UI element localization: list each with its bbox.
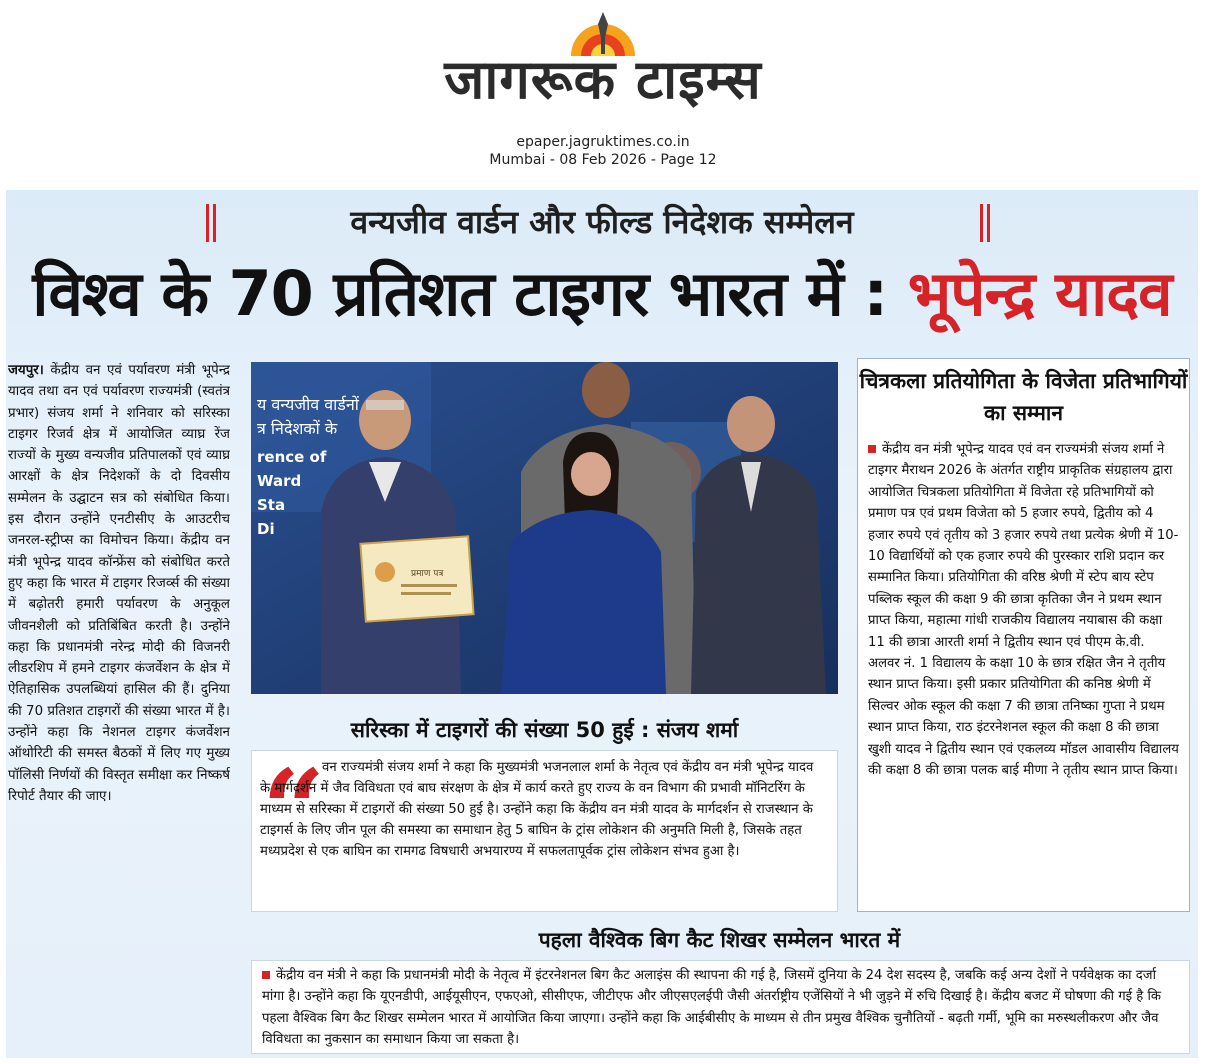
banner-line-2: त्र निदेशकों के	[257, 419, 338, 438]
bullet-square-icon	[868, 445, 876, 453]
quote-text	[260, 757, 826, 862]
certificate-caption: प्रमाण पत्र	[411, 569, 444, 579]
quote-body: वन राज्यमंत्री संजय शर्मा ने कहा कि मुख्यमंत्री भजनलाल शर्मा के नेतृत्व एवं केंद्रीय वन मंत्री भूपेन्द्र यादव के मार्गदर्शन में जैव विविधता एवं बाघ संरक्षण के क्षेत्र में कार्य करते हुए राज्य के वन विभाग की प्रभावी मॉनिटरिंग के माध्यम से सरिस्का में टाइगरों की संख्या 50 हुई है। उन्होंने कहा कि केंद्रीय वन मंत्री यादव के मार्गदर्शन से राजस्थान के टाइगर्स के लिए जीन पूल की समस्या का समाधान हेतु 5 बाघिन के ट्रांस लोकेशन की अनुमति मिली है, जिसके तहत मध्यप्रदेश से एक बाघिन का रामगढ विषधारी अभयारण्य में सफलतापूर्वक ट्रांस लोकेशन संभव हुआ है।	[260, 760, 814, 859]
bullet-square-icon	[262, 971, 270, 979]
bottom-text	[262, 965, 1178, 1050]
banner-line-5: Sta	[257, 496, 286, 514]
logo-text: जागरूक टाइम्स	[444, 48, 762, 111]
quote-mark-icon: “	[262, 745, 326, 874]
newspaper-logo	[403, 8, 803, 120]
dateline: जयपुर।	[8, 363, 44, 378]
sidebar-body	[868, 439, 1180, 782]
subhead: सरिस्का में टाइगरों की संख्या 50 हुई : संजय शर्मा	[350, 718, 739, 742]
left-column-body	[8, 360, 230, 1052]
news-page	[6, 190, 1198, 1058]
banner-line-4: Ward	[257, 472, 302, 490]
headline-accent: भूपेन्द्र यादव	[907, 257, 1172, 330]
banner-line-3: rence of	[257, 448, 327, 466]
quote-box	[251, 745, 838, 912]
sidebar-body-text: केंद्रीय वन मंत्री भूपेन्द्र यादव एवं वन राज्यमंत्री संजय शर्मा ने टाइगर मैराथन 2026 के अंतर्गत राष्ट्रीय प्राकृतिक संग्रहालय द्वारा आयोजित चित्रकला प्रतियोगिता में विजेता रहे प्रतिभागियों को प्रमाण पत्र एवं प्रथम विजेता को 5 हजार रुपये, द्वितीय को 4 हजार रुपये एवं तृतीय को 3 हजार रुपये तथा प्रत्येक श्रेणी में 10-10 विद्यार्थियों को एक हजार रुपये की पुरस्कार राशि प्रदान कर सम्मानित किया। प्रतियोगिता की वरिष्ठ श्रेणी में स्टेप बाय स्टेप पब्लिक स्कूल की कक्षा 9 की छात्रा कृतिका जैन ने प्रथम स्थान प्राप्त किया, महात्मा गांधी राजकीय विद्यालय नयाबास की कक्षा 11 की छात्रा आरती शर्मा ने द्वितीय स्थान एवं पीएम के.वी. अलवर नं. 1 विद्यालय के कक्षा 10 के छात्र रक्षित जैन ने तृतीय स्थान प्राप्त किया। इसी प्रकार प्रतियोगिता की कनिष्ठ श्रेणी में सिल्वर ओक स्कूल की कक्षा 7 की छात्रा तनिष्का गुप्ता ने प्रथम स्थान प्राप्त किया, राठ इंटरनेशनल स्कूल की कक्षा 8 की छात्रा खुशी यादव ने द्वितीय स्थान एवं एकलव्य मॉडल आवासीय विद्यालय की कक्षा 8 की छात्रा पलक बाई मीणा ने तृतीय स्थान प्राप्त किया।	[868, 442, 1179, 779]
sidebar-title: चित्रकला प्रतियोगिता के विजेता प्रतिभागियों का सम्मान	[859, 369, 1188, 425]
masthead	[0, 0, 1206, 186]
kicker-bars-right	[978, 204, 992, 242]
bottom-box	[251, 960, 1190, 1054]
headline	[6, 244, 1198, 344]
banner-line-1: य वन्यजीव वार्डनों	[257, 395, 359, 414]
left-body-text: केंद्रीय वन एवं पर्यावरण मंत्री भूपेन्द्र यादव तथा वन एवं पर्यावरण राज्यमंत्री (स्वतंत्र प्रभार) संजय शर्मा ने शनिवार को सरिस्का टाइगर रिजर्व क्षेत्र में आयोजित व्याघ्र रेंज राज्यों के मुख्य वन्यजीव प्रतिपालकों एवं व्याघ्र आरक्षों के क्षेत्र निदेशकों के दो दिवसीय सम्मेलन के उद्घाटन सत्र को संबोधित किया। इस दौरान उन्होंने एनटीसीए के आउटरीच जनरल-स्ट्रीप्स का विमोचन किया। केंद्रीय वन मंत्री भूपेन्द्र यादव कॉन्फ्रेंस को संबोधित करते हुए कहा कि भारत में टाइगर रिजर्व्स की संख्या में बढ़ोतरी हमारी पर्यावरण के अनुकूल जीवनशैली को प्रतिबिंबित करती है। उन्होंने कहा कि प्रधानमंत्री नरेन्द्र मोदी की विजनरी लीडरशिप में हमने टाइगर कंजर्वेशन के क्षेत्र में ऐतिहासिक उपलब्धियां हासिल की हैं। दुनिया की 70 प्रतिशत टाइगरों की संख्या भारत में है। उन्होंने कहा कि नेशनल टाइगर कंजर्वेशन ऑथोरिटी की समस्त बैठकों में लिए गए मुख्य पॉलिसी निर्णयों की विस्तृत समीक्षा कर निष्कर्ष रिपोर्ट तैयार की जाए।	[8, 363, 230, 804]
certificate	[360, 536, 473, 621]
bottom-headline: पहला वैश्विक बिग कैट शिखर सम्मेलन भारत में	[538, 928, 901, 952]
ceremony-photo-illustration	[251, 362, 838, 694]
bottom-body-text: केंद्रीय वन मंत्री ने कहा कि प्रधानमंत्री मोदी के नेतृत्व में इंटरनेशनल बिग कैट अलाइंस की स्थापना की गई है, जिसमें दुनिया के 24 देश सदस्य है, जबकि कई अन्य देशों ने पर्यवेक्षक का दर्जा मांगा है। उन्होंने कहा कि यूएनडीपी, आईयूसीएन, एफएओ, सीसीएफ, जीटीएफ और जीएसएलईपी जैसी अंतर्राष्ट्रीय एजेंसियों ने भी जुड़ने में रुचि दिखाई है। केंद्रीय बजट में घोषणा की गई है कि पहला वैश्विक बिग कैट शिखर सम्मेलन भारत में आयोजित किया जाएगा। उन्होंने कहा कि आईबीसीए के माध्यम से तीन प्रमुख वैश्विक चुनौतियों - बढ़ती गर्मी, भूमि का मरुस्थलीकरण और जैव विविधता का नुकसान का समाधान किया जा सकता है।	[262, 968, 1162, 1047]
headline-main: विश्व के 70 प्रतिशत टाइगर भारत में :	[32, 257, 908, 330]
event-photo	[251, 362, 838, 694]
banner-line-6: Di	[257, 520, 275, 538]
sidebar-box	[857, 358, 1190, 912]
edition-line: Mumbai - 08 Feb 2026 - Page 12	[489, 152, 717, 168]
epaper-url: epaper.jagruktimes.co.in	[516, 134, 690, 150]
kicker: वन्यजीव वार्डन और फील्ड निदेशक सम्मेलन	[350, 203, 854, 241]
